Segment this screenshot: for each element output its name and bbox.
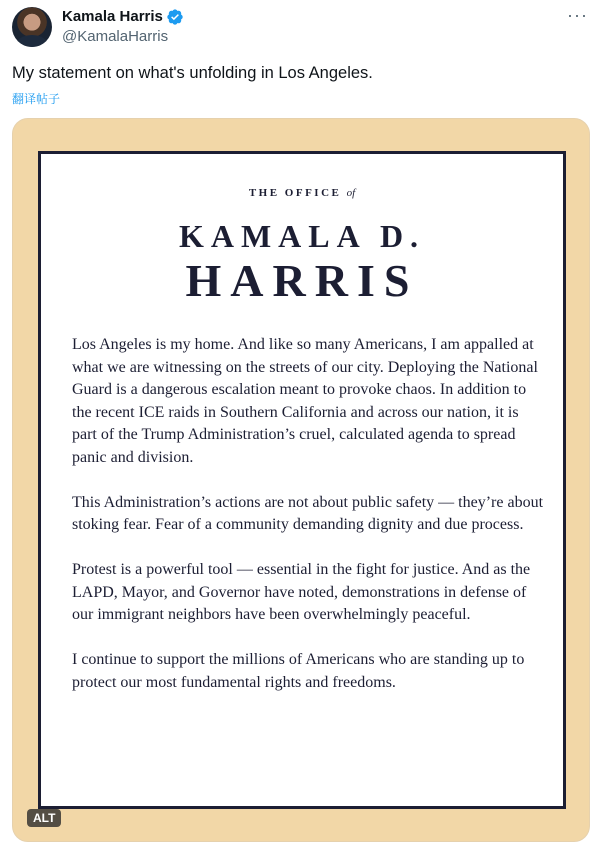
statement-letter: [38, 151, 566, 809]
avatar[interactable]: [12, 7, 52, 47]
tweet-text: My statement on what's unfolding in Los Angeles.: [12, 64, 373, 82]
name-line-1: KAMALA D.: [178, 218, 426, 254]
statement-paragraph: Los Angeles is my home. And like so many Americans, I am appalled at what we are witnessing on the streets of our city. Deploying the National Guard is a dangerous escalation meant to provoke chaos. In addition to the recent ICE raids in Southern California and across our nation, it is part of the Trump Administration’s cruel, calculated agenda to spread panic and division.: [72, 336, 538, 466]
author-handle[interactable]: @KamalaHarris: [62, 28, 169, 45]
statement-body: [72, 334, 547, 717]
statement-paragraph: I continue to support the millions of Americans who are standing up to protect our most fundamental rights and freedoms.: [72, 651, 525, 691]
statement-paragraph: Protest is a powerful tool — essential in the fight for justice. And as the LAPD, Mayor, and Governor have noted, demonstrations in defense of our immigrant neighbors have been overwhelmingly peaceful.: [72, 561, 531, 623]
name-line-2: HARRIS: [185, 255, 419, 306]
office-label: [41, 187, 563, 199]
author-display-name[interactable]: Kamala Harris: [62, 8, 163, 25]
statement-paragraph: This Administration’s actions are not about public safety — they’re about stoking fear. Fear of a community demanding dignity and due process.: [72, 493, 544, 533]
tweet-media[interactable]: [12, 118, 590, 842]
office-label-of: of: [346, 187, 356, 199]
verified-badge-icon: [166, 8, 184, 26]
more-options-icon[interactable]: ···: [567, 5, 588, 25]
office-label-main: THE OFFICE: [248, 187, 342, 199]
translate-post-link[interactable]: 翻译帖子: [12, 92, 61, 106]
alt-badge[interactable]: ALT: [27, 809, 61, 827]
